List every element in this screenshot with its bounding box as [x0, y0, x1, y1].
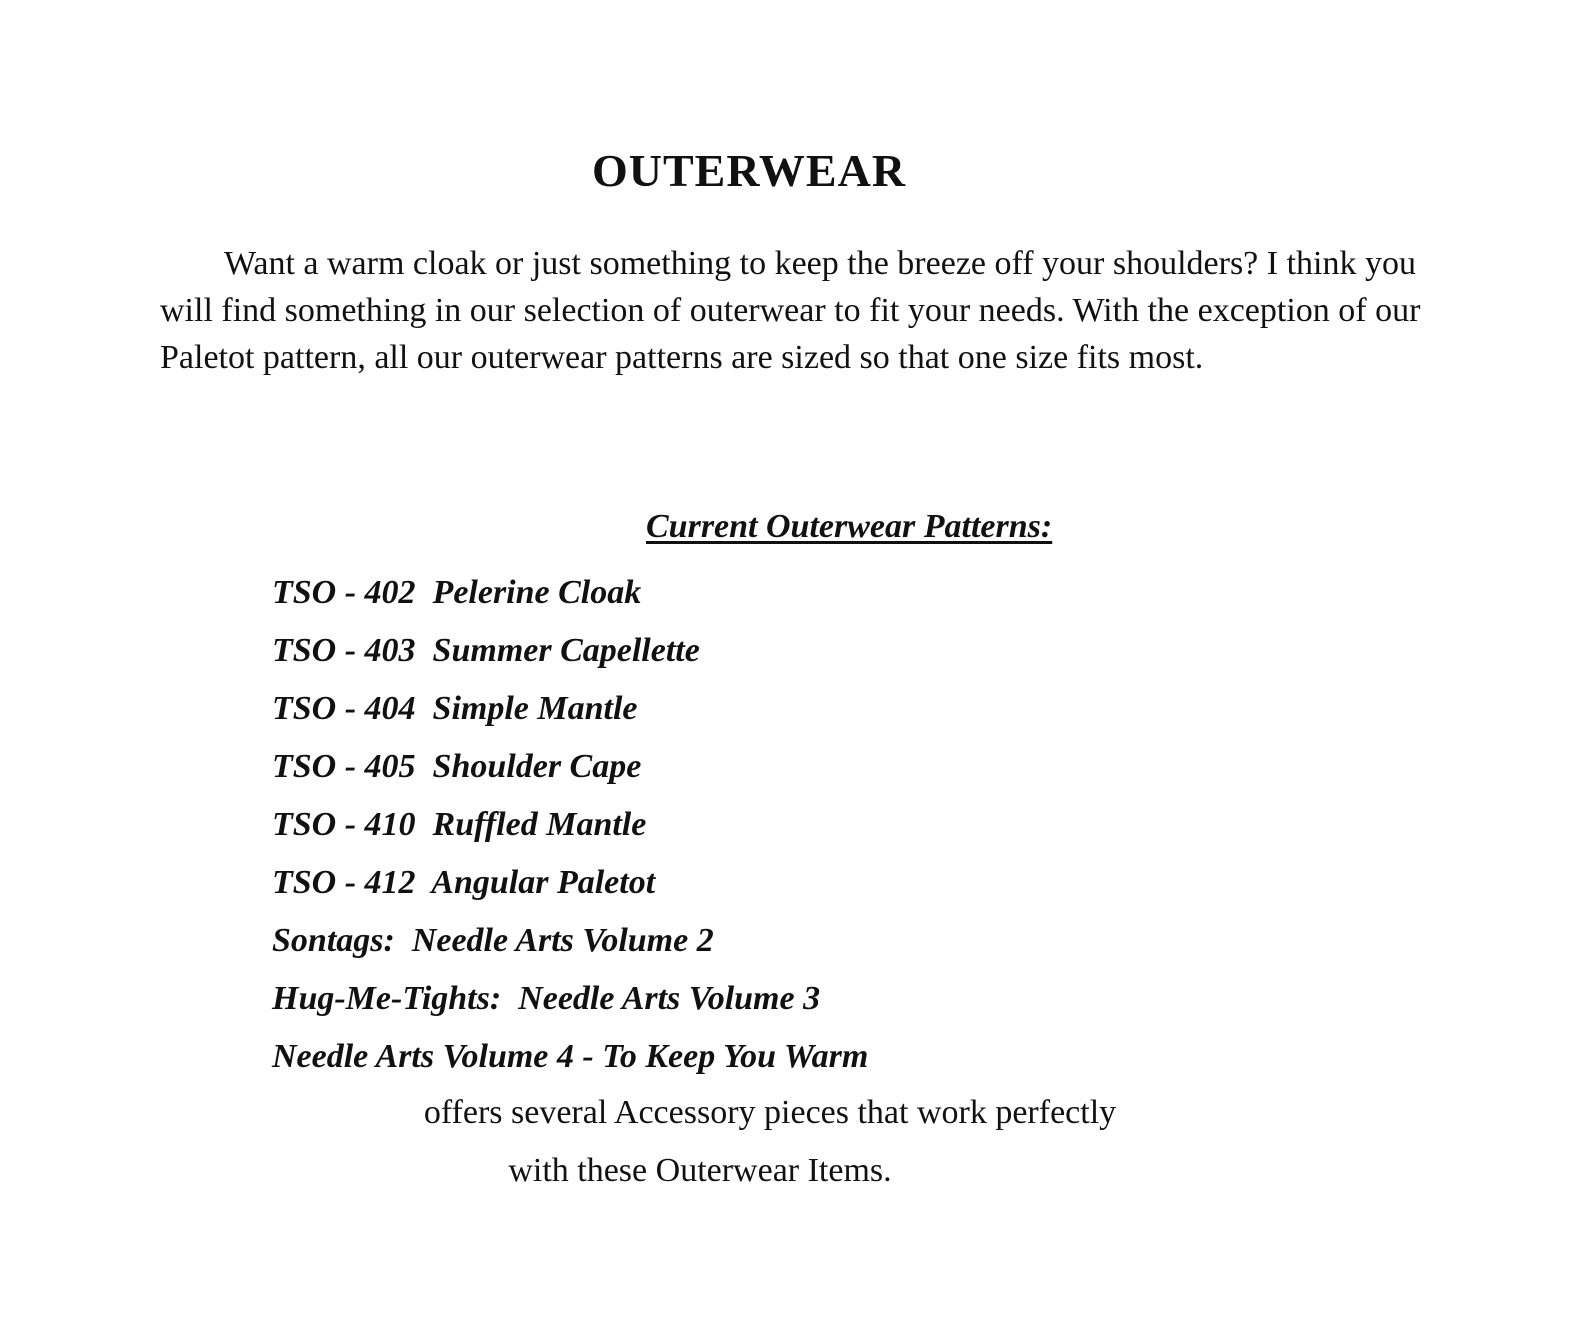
accessory-note-line-2: with these Outerwear Items.: [508, 1152, 892, 1189]
patterns-heading: Current Outerwear Patterns:: [646, 508, 1053, 545]
accessory-note: [0, 1084, 1540, 1200]
accessory-note-line-1: offers several Accessory pieces that work perfectly: [423, 1094, 1117, 1131]
pattern-item: Hug-Me-Tights: Needle Arts Volume 3: [272, 980, 821, 1017]
pattern-item: Needle Arts Volume 4 - To Keep You Warm: [272, 1038, 869, 1075]
pattern-list: [272, 564, 868, 1086]
intro-paragraph: Want a warm cloak or just something to keep the breeze off your shoulders? I think you will find something in our selection of outerwear to fit your needs. With the exception of our Paletot pattern, all our outerwear patterns are sized so that one size fits most.: [160, 245, 1421, 376]
pattern-item: TSO - 403 Summer Capellette: [272, 632, 700, 669]
pattern-item: TSO - 405 Shoulder Cape: [272, 748, 642, 785]
pattern-item: TSO - 412 Angular Paletot: [272, 864, 656, 901]
page-title: OUTERWEAR: [591, 145, 907, 196]
pattern-item: TSO - 402 Pelerine Cloak: [272, 574, 642, 611]
pattern-item: Sontags: Needle Arts Volume 2: [272, 922, 714, 959]
pattern-item: TSO - 410 Ruffled Mantle: [272, 806, 647, 843]
pattern-item: TSO - 404 Simple Mantle: [272, 690, 638, 727]
